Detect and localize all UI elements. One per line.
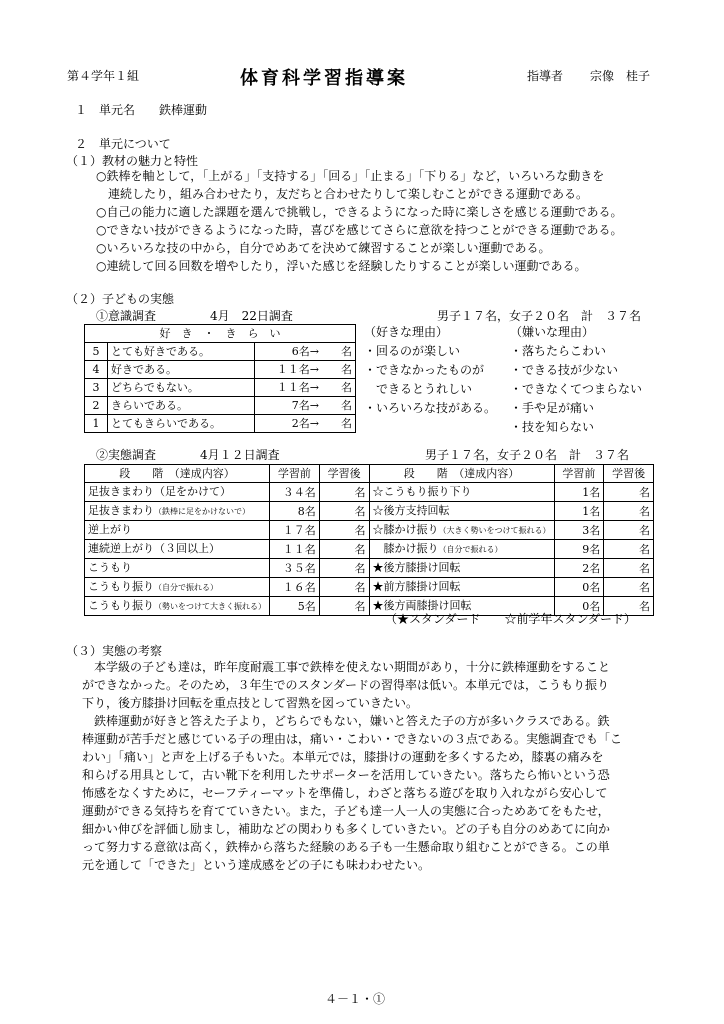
- label-cell: どちらでもない。: [108, 379, 255, 397]
- paragraph-line: 下り，後方膝掛け回転を重点技として習熟を図っていきたい。: [82, 696, 419, 710]
- before-cell: ３５名: [270, 559, 320, 578]
- before-cell: １１名: [270, 540, 320, 559]
- subsection-heading-appeal: （１）教材の魅力と特性: [66, 154, 199, 168]
- appeal-line: 連続したり，組み合わせたり，友だちと合わせたりして楽しむことができる運動である。: [96, 187, 589, 201]
- table-row: [85, 502, 654, 521]
- table-row: [85, 540, 654, 559]
- table-row: [85, 379, 356, 397]
- like-reason: ・回るのが楽しい: [364, 344, 461, 358]
- before-cell: 3名: [554, 521, 604, 540]
- appeal-line: ○いろいろな技の中から，自分でめあてを決めて練習することが楽しい運動である。: [96, 241, 551, 255]
- subsection-heading-analysis: （３）実態の考察: [66, 644, 163, 658]
- stage-text: こうもり振り: [88, 599, 154, 612]
- after-cell: 名: [604, 502, 654, 521]
- paragraph-line: ができなかった。そのため，３年生でのスタンダードの習得率は低い。本単元では，こうもり振り: [82, 678, 610, 692]
- stage-text: ★後方両膝掛け回転: [372, 599, 472, 612]
- survey2-summary: 男子１７名，女子２０名 計 ３７名: [425, 448, 630, 462]
- after-cell: 名: [604, 521, 654, 540]
- table-row: [85, 343, 356, 361]
- teacher-label: 指導者: [527, 69, 564, 83]
- paragraph-line: 元を通して「できた」という達成感をどの子にも味わわせたい。: [82, 858, 431, 872]
- stage-cell: [369, 559, 554, 578]
- stage-note: （大きく勢いをつけて振れる）: [438, 526, 551, 535]
- stage-text: ★後方膝掛け回転: [372, 561, 461, 574]
- stage-cell: [369, 483, 554, 502]
- stage-cell: [85, 559, 270, 578]
- header-before: 学習前: [554, 465, 604, 483]
- like-reason: できるとうれしい: [364, 382, 473, 396]
- before-cell: 2名: [554, 559, 604, 578]
- after-cell: 名: [604, 483, 654, 502]
- rank-cell: 1: [85, 415, 108, 433]
- stage-cell: [85, 483, 270, 502]
- stage-text: 逆上がり: [88, 523, 132, 536]
- after-cell: 名: [319, 483, 369, 502]
- after-cell: 名: [319, 540, 369, 559]
- stage-text: 連続逆上がり（３回以上）: [88, 542, 220, 555]
- paragraph-line: 本学級の子ども達は，昨年度耐震工事で鉄棒を使えない期間があり，十分に鉄棒運動をすること: [82, 660, 611, 674]
- dislike-reason: ・できなくてつまらない: [510, 382, 643, 396]
- standard-legend: （★スタンダード ☆前学年スタンダード）: [385, 612, 637, 626]
- dislike-reason: ・落ちたらこわい: [510, 344, 607, 358]
- stage-text: こうもり振り: [88, 580, 154, 593]
- stage-note: （自分で振れる）: [438, 545, 503, 554]
- dislike-reasons: [510, 323, 642, 437]
- stage-note: （勢いをつけて大きく振れる）: [154, 602, 266, 611]
- like-reason: ・できなかったものが: [364, 363, 485, 377]
- stage-cell: [369, 521, 554, 540]
- after-cell: 名: [319, 559, 369, 578]
- label-cell: 好きである。: [108, 361, 255, 379]
- before-cell: 5名: [270, 597, 320, 616]
- stage-note: （鉄棒に足をかけないで）: [154, 507, 250, 516]
- paragraph-line: 和らげる用具として，古い靴下を利用したサポーターを活用していきたい。落ちたら怖いという恐: [82, 768, 610, 782]
- count-cell: １１名→ 名: [255, 361, 356, 379]
- appeal-list: [96, 167, 622, 275]
- header-after: 学習後: [319, 465, 369, 483]
- dislike-reason: ・技を知らない: [510, 420, 595, 434]
- after-cell: 名: [604, 597, 654, 616]
- stage-cell: [85, 578, 270, 597]
- table-row: [85, 578, 654, 597]
- appeal-line: ○連続して回る回数を増やしたり，浮いた感じを経験したりすることが楽しい運動である。: [96, 259, 587, 273]
- count-cell: 2名→ 名: [255, 415, 356, 433]
- analysis-paragraph-1: [82, 658, 610, 712]
- table-row: [85, 397, 356, 415]
- label-cell: とてもきらいである。: [108, 415, 255, 433]
- stage-text: こうもり: [88, 561, 132, 574]
- analysis-paragraph-2: [82, 712, 622, 874]
- before-cell: １７名: [270, 521, 320, 540]
- stage-cell: [85, 521, 270, 540]
- like-reason: （好きな理由）: [364, 325, 449, 339]
- stage-text: 膝かけ振り: [372, 542, 439, 555]
- paragraph-line: 棒運動が苦手だと感じている子の理由は，痛い・こわい・できないの３点である。実態調査でも「こ: [82, 732, 623, 746]
- before-cell: １６名: [270, 578, 320, 597]
- paragraph-line: 細かい伸びを評価し励まし，補助などの関わりも多くしていきたい。どの子も自分のめあてに向か: [82, 822, 611, 836]
- paragraph-line: 怖感をなくすために，セーフティーマットを準備し，わざと落ちる遊びを取り入れながら安心して: [82, 786, 608, 800]
- survey1-label: ①意識調査: [96, 309, 157, 323]
- before-cell: 0名: [554, 578, 604, 597]
- after-cell: 名: [319, 521, 369, 540]
- paragraph-line: 鉄棒運動が好きと答えた子より，どちらでもない，嫌いと答えた子の方が多いクラスである。鉄: [82, 714, 610, 728]
- page-number: ４－１・①: [325, 992, 386, 1006]
- stage-text: ☆膝かけ振り: [372, 523, 439, 536]
- table-row: [85, 361, 356, 379]
- page-title: 体育科学習指導案: [240, 68, 408, 89]
- survey2-date: 4月１２日調査: [200, 448, 280, 462]
- appeal-line: ○できない技ができるようになった時，喜びを感じてさらに意欲を持つことができる運動である。: [96, 223, 623, 237]
- stage-text: ★前方膝掛け回転: [372, 580, 461, 593]
- status-table: [84, 464, 654, 616]
- survey1-date: 4月 22日調査: [210, 309, 293, 323]
- table-header-row: [85, 465, 654, 483]
- survey2-label: ②実態調査: [96, 448, 157, 462]
- unit-name: １ 単元名 鉄棒運動: [75, 103, 208, 117]
- header-after: 学習後: [604, 465, 654, 483]
- rank-cell: 4: [85, 361, 108, 379]
- stage-note: （自分で振れる）: [154, 583, 218, 592]
- survey1-summary: 男子１７名，女子２０名 計 ３７名: [437, 309, 642, 323]
- dislike-reason: ・できる技が少ない: [510, 363, 619, 377]
- rank-cell: 5: [85, 343, 108, 361]
- section-heading-unit: ２ 単元について: [75, 137, 171, 151]
- label-cell: きらいである。: [108, 397, 255, 415]
- after-cell: 名: [319, 597, 369, 616]
- header-stage: 段 階 （達成内容）: [85, 465, 270, 483]
- like-reason: ・いろいろな技がある。: [364, 401, 497, 415]
- class-label: 第４学年１組: [67, 69, 140, 83]
- stage-cell: [369, 540, 554, 559]
- stage-text: ☆後方支持回転: [372, 504, 450, 517]
- header-stage: 段 階 （達成内容）: [369, 465, 554, 483]
- appeal-line: ○自己の能力に適した課題を選んで挑戦し，できるようになった時に楽しさを感じる運動である。: [96, 205, 623, 219]
- before-cell: 1名: [554, 483, 604, 502]
- stage-cell: [369, 578, 554, 597]
- table-row: [85, 521, 654, 540]
- stage-cell: [85, 540, 270, 559]
- after-cell: 名: [319, 578, 369, 597]
- dislike-reason: （嫌いな理由）: [510, 325, 595, 339]
- awareness-header: 好 き ・ き ら い: [85, 325, 356, 343]
- like-reasons: [364, 323, 496, 418]
- label-cell: とても好きである。: [108, 343, 255, 361]
- before-cell: 8名: [270, 502, 320, 521]
- before-cell: 9名: [554, 540, 604, 559]
- count-cell: 7名→ 名: [255, 397, 356, 415]
- after-cell: 名: [604, 540, 654, 559]
- stage-cell: [369, 502, 554, 521]
- after-cell: 名: [604, 578, 654, 597]
- paragraph-line: って努力する意欲は高く，鉄棒から落ちた経験のある子も一生懸命取り組むことができる。この単: [82, 840, 610, 854]
- dislike-reason: ・手や足が痛い: [510, 401, 595, 415]
- stage-text: 足抜きまわり（足をかけて）: [88, 485, 231, 498]
- after-cell: 名: [604, 559, 654, 578]
- paragraph-line: 運動ができる気持ちを育てていきたい。また，子ども達一人一人の実態に合っためあてをもたせ，: [82, 804, 610, 818]
- paragraph-line: わい」「痛い」と声を上げる子もいた。本単元では，膝掛けの運動を多くするため，膝裏の痛みを: [82, 750, 604, 764]
- awareness-table: [84, 324, 356, 433]
- count-cell: １１名→ 名: [255, 379, 356, 397]
- stage-cell: [85, 502, 270, 521]
- before-cell: 1名: [554, 502, 604, 521]
- rank-cell: 2: [85, 397, 108, 415]
- table-row: [85, 415, 356, 433]
- stage-text: 足抜きまわり: [88, 504, 154, 517]
- table-row: [85, 483, 654, 502]
- before-cell: ３４名: [270, 483, 320, 502]
- after-cell: 名: [319, 502, 369, 521]
- subsection-heading-children: （２）子どもの実態: [66, 292, 175, 306]
- header-before: 学習前: [270, 465, 320, 483]
- before-cell: 0名: [554, 597, 604, 616]
- rank-cell: 3: [85, 379, 108, 397]
- stage-text: ☆こうもり振り下り: [372, 485, 472, 498]
- stage-cell: [85, 597, 270, 616]
- teacher-name: 宗像 桂子: [590, 69, 651, 83]
- count-cell: 6名→ 名: [255, 343, 356, 361]
- appeal-line: ○鉄棒を軸として，「上がる」「支持する」「回る」「止まる」「下りる」など，いろいろな動きを: [96, 169, 605, 183]
- table-row: [85, 559, 654, 578]
